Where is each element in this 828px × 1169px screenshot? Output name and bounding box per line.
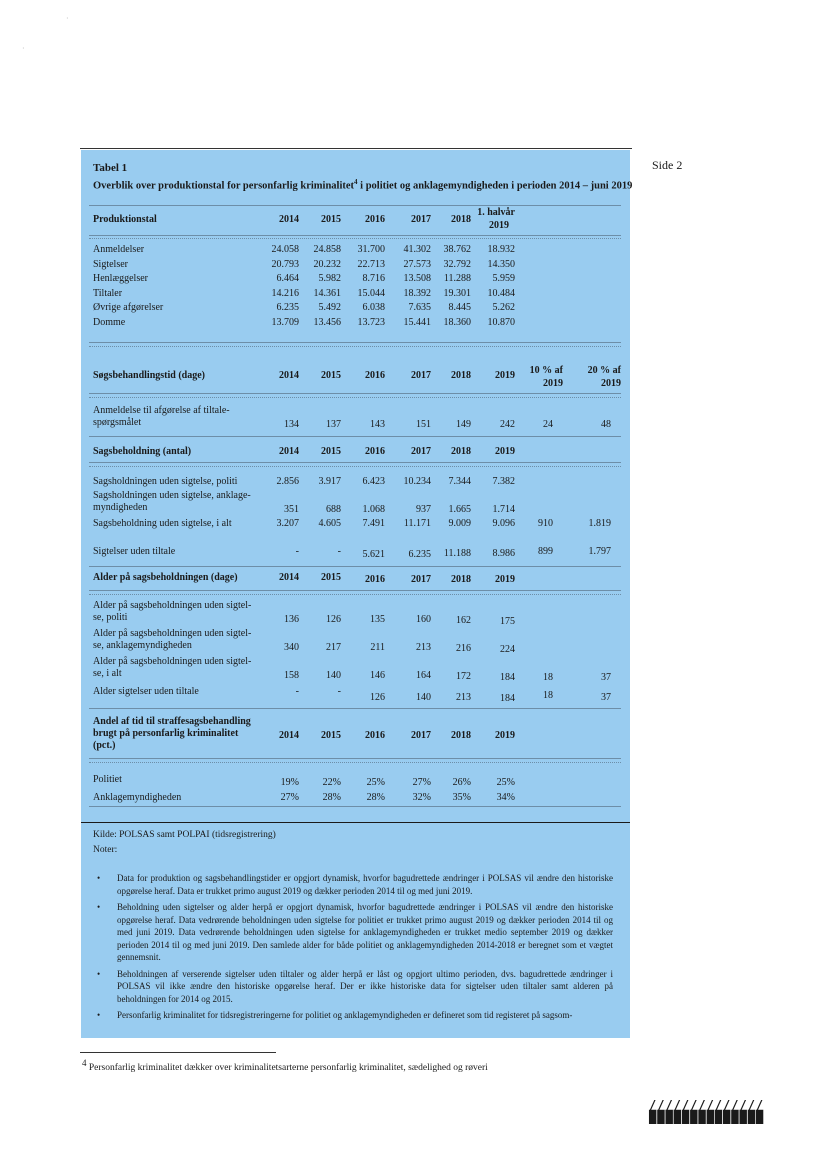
scan-speck: · <box>22 44 25 53</box>
scan-speck: · <box>66 14 69 23</box>
backlog-police-row: Sagsholdningen uden sigtelse, politi 2.856 3.917 6.423 10.234 7.344 7.382 <box>93 476 515 487</box>
age-charges-row: Alder sigtelser uden tiltale - - 126 140 213 184 18 37 <box>93 686 611 704</box>
note-item: • Data for produktion og sagsbehandlingstider er opgjort dynamisk, hvorfor bagudrettede ændringer i POLSAS vil ændre den historiske opgørelse heraf. Data er trukket primo august 2019 og dækker perioden 2014 til og med juni 2019. <box>97 873 613 896</box>
processing-time-row: Anmeldelse til afgørelse af tiltale- spørgsmålet 134 137 143 151 149 242 24 48 <box>93 405 611 430</box>
age-prosecution-row: Alder på sagsbeholdningen uden sigtel- se, anklagemyndigheden 340 217 211 213 216 224 <box>93 628 515 655</box>
production-row: Øvrige afgørelser 6.235 5.492 6.038 7.635 8.445 5.262 <box>93 302 515 313</box>
time-share-prosecution-row: Anklagemyndigheden 27% 28% 28% 32% 35% 34% <box>93 792 515 803</box>
age-police-row: Alder på sagsbeholdningen uden sigtel- se, politi 136 126 135 160 162 175 <box>93 600 515 627</box>
notes-list <box>93 872 613 1026</box>
production-header-row: Produktionstal 2014 2015 2016 2017 2018 1. halvår 2019 <box>93 207 515 231</box>
production-row: Tiltaler 14.216 14.361 15.044 18.392 19.301 10.484 <box>93 287 515 299</box>
backlog-total-row: Sagsbeholdning uden sigtelse, i alt 3.207 4.605 7.491 11.171 9.009 9.096 910 1.819 <box>93 518 611 529</box>
top-rule <box>80 148 632 149</box>
production-row: Sigtelser 20.793 20.232 22.713 27.573 32.792 14.350 <box>93 258 515 270</box>
time-share-police-row: Politiet 19% 22% 25% 27% 26% 25% <box>93 774 515 788</box>
case-backlog-header-row: Sagsbeholdning (antal) 2014 2015 2016 2017 2018 2019 <box>93 446 515 457</box>
production-row: Anmeldelser 24.058 24.858 31.700 41.302 38.762 18.932 <box>93 244 515 255</box>
table-panel <box>81 150 633 1038</box>
barcode: ////////////// ██████████████ <box>649 1098 765 1124</box>
note-item: • Beholdningen af verserende sigtelser uden tiltaler og alder herpå er låst og opgjort ultimo perioden, dvs. bagudrettede ændringer i POLSAS vil ikke ændre den historiske opgørelse heraf. Der er ikke historiske data for sigtelser uden tiltaler samt alderen på beholdningen for 2014 og 2015. <box>97 968 613 1004</box>
page-number: Side 2 <box>652 158 683 172</box>
time-share-header-row: Andel af tid til straffesagsbehandling brugt på personfarlig kriminalitet (pct.) 2014 2015 2016 2017 2018 2019 <box>93 716 515 751</box>
backlog-prosecution-row: Sagsholdningen uden sigtelse, anklage- myndigheden 351 688 1.068 937 1.665 1.714 <box>93 490 515 515</box>
table-subtitle: Overblik over produktionstal for personfarlig kriminalitet$^4$ i politiet og anklagemyndigheden i perioden 2014 – juni 2019 <box>93 178 633 192</box>
notes-label: Noter: <box>93 845 118 855</box>
production-row: Henlæggelser 6.464 5.982 8.716 13.508 11.288 5.959 <box>93 273 515 284</box>
footnote: $^4$ Personfarlig kriminalitet dækker over kriminalitetsarterne personfarlig kriminalitet, sædelighed og røveri <box>82 1058 488 1074</box>
source-line: Kilde: POLSAS samt POLPAI (tidsregistrering) <box>93 830 276 840</box>
table-label: Tabel 1 <box>93 162 128 174</box>
note-item: • Personfarlig kriminalitet for tidsregistreringerne for politiet og anklagemyndigheden er defineret som tid registeret på sagsom- <box>97 1010 573 1020</box>
backlog-age-header-row: Alder på sagsbeholdningen (dage) 2014 2015 2016 2017 2018 2019 <box>93 572 515 585</box>
processing-time-header-row: Søgsbehandlingstid (dage) 2014 2015 2016 2017 2018 2019 10 % af 2019 20 % af 2019 <box>93 365 621 389</box>
charges-without-indictment-row: Sigtelser uden tiltale - - 5.621 6.235 11.188 8.986 899 1.797 <box>93 546 611 560</box>
production-row: Domme 13.709 13.456 13.723 15.441 18.360 10.870 <box>93 316 515 328</box>
note-item: • Beholdning uden sigtelser og alder herpå er opgjort dynamisk, hvorfor bagudrettede ændringer i POLSAS vil ændre den historiske opgørelse heraf. Data vedrørende beholdningen uden sigtelse for politiet er trukket primo august 2019 og dækker perioden 2014 til og med juni 2019. Data vedrørende beholdningen uden sigtelse for anklagemyndigheden er trukket medio september 2019 og dækker perioden 2014 til og med juni 2019. Den samlede alder for både politiet og anklagemyndigheden 2014-2018 er beregnet som et vægtet gennemsnit. <box>97 902 613 962</box>
footnote-rule <box>80 1052 276 1053</box>
age-total-row: Alder på sagsbeholdningen uden sigtel- se, i alt 158 140 146 164 172 184 18 37 <box>93 656 611 683</box>
